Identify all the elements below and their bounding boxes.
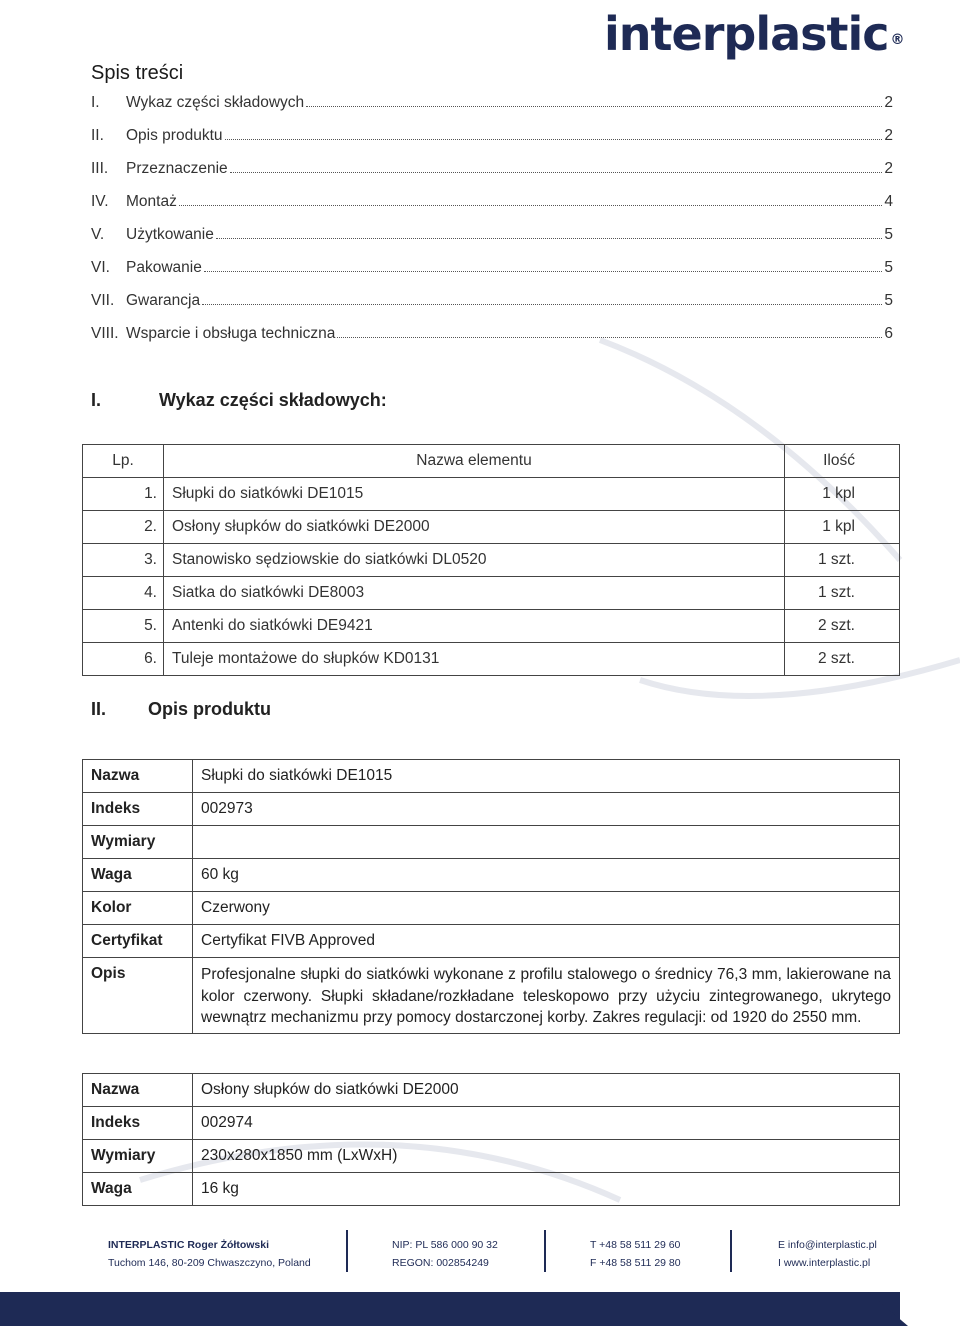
product-color: Czerwony — [193, 892, 900, 925]
field-key: Nazwa — [83, 1074, 193, 1107]
row-qty: 1 kpl — [785, 478, 900, 511]
table-row — [83, 610, 900, 643]
toc-leader — [230, 171, 883, 173]
row-name: Siatka do siatkówki DE8003 — [164, 577, 785, 610]
field-key: Wymiary — [83, 1140, 193, 1173]
row-name: Słupki do siatkówki DE1015 — [164, 478, 785, 511]
toc-number: VI. — [91, 259, 110, 276]
table-row — [83, 478, 900, 511]
product-name: Osłony słupków do siatkówki DE2000 — [193, 1074, 900, 1107]
brand-logo — [604, 8, 904, 60]
product-index: 002974 — [193, 1107, 900, 1140]
table-row — [83, 577, 900, 610]
toc-page: 5 — [884, 292, 893, 309]
toc-label: Montaż — [126, 193, 177, 210]
nip: NIP: PL 586 000 90 32 — [392, 1239, 498, 1251]
toc-item[interactable] — [91, 290, 893, 323]
toc-leader — [179, 204, 883, 206]
footer-band — [0, 1292, 900, 1326]
toc-page: 2 — [884, 127, 893, 144]
field-key: Wymiary — [83, 826, 193, 859]
product-dimensions: 230x280x1850 mm (LxWxH) — [193, 1140, 900, 1173]
toc-item[interactable] — [91, 125, 893, 158]
product-weight: 60 kg — [193, 859, 900, 892]
product-row — [83, 1074, 900, 1107]
toc-label: Pakowanie — [126, 259, 202, 276]
section-1-heading — [91, 390, 387, 411]
toc-leader — [306, 105, 882, 107]
row-lp: 6. — [83, 643, 164, 676]
footer-band-edge — [868, 1292, 908, 1326]
row-lp: 3. — [83, 544, 164, 577]
toc-page: 2 — [884, 94, 893, 111]
product-row — [83, 859, 900, 892]
row-lp: 2. — [83, 511, 164, 544]
row-name: Antenki do siatkówki DE9421 — [164, 610, 785, 643]
toc-item[interactable] — [91, 158, 893, 191]
toc-number: III. — [91, 160, 109, 177]
row-lp: 5. — [83, 610, 164, 643]
toc-label: Wykaz części składowych — [126, 94, 305, 111]
field-key: Opis — [83, 958, 193, 1034]
section-title: Wykaz części składowych: — [159, 390, 387, 410]
toc-leader — [216, 237, 883, 239]
table-row — [83, 643, 900, 676]
toc-label: Wsparcie i obsługa techniczna — [126, 325, 336, 342]
header-qty: Ilość — [785, 445, 900, 478]
product-row — [83, 925, 900, 958]
table-row — [83, 544, 900, 577]
toc-item[interactable] — [91, 224, 893, 257]
toc-page: 2 — [884, 160, 893, 177]
toc-page: 5 — [884, 226, 893, 243]
product-row — [83, 793, 900, 826]
field-key: Waga — [83, 859, 193, 892]
product-name: Słupki do siatkówki DE1015 — [193, 760, 900, 793]
header-lp: Lp. — [83, 445, 164, 478]
field-key: Indeks — [83, 793, 193, 826]
row-qty: 1 szt. — [785, 544, 900, 577]
row-lp: 4. — [83, 577, 164, 610]
toc-number: V. — [91, 226, 105, 243]
footer-company — [108, 1236, 311, 1272]
table-header-row — [83, 445, 900, 478]
footer-registration — [392, 1236, 498, 1272]
toc-number: IV. — [91, 193, 109, 210]
toc-label: Przeznaczenie — [126, 160, 228, 177]
toc-label: Użytkowanie — [126, 226, 214, 243]
toc-number: VIII. — [91, 325, 119, 342]
toc-leader — [225, 138, 883, 140]
row-qty: 1 kpl — [785, 511, 900, 544]
toc-page: 4 — [884, 193, 893, 210]
product-description: Profesjonalne słupki do siatkówki wykonane z profilu stalowego o średnicy 76,3 mm, lakierowane na kolor czerwony. Słupki składane/rozkładane teleskopowo przy użyciu zintegrowanego, ukrytego wewnątrz mechanizmu przy pomocy dostarczonej korby. Zakres regulacji: od 1920 do 2550 mm. — [193, 958, 900, 1034]
toc-label: Gwarancja — [126, 292, 201, 309]
product-2-table — [82, 1073, 900, 1206]
field-key: Indeks — [83, 1107, 193, 1140]
section-2-heading — [91, 699, 271, 720]
toc-item[interactable] — [91, 257, 893, 290]
toc-item[interactable] — [91, 92, 893, 125]
header-name: Nazwa elementu — [164, 445, 785, 478]
row-lp: 1. — [83, 478, 164, 511]
product-index: 002973 — [193, 793, 900, 826]
toc-leader — [337, 336, 882, 338]
toc-leader — [202, 303, 882, 305]
toc-number: VII. — [91, 292, 115, 309]
footer-divider — [544, 1230, 546, 1272]
row-name: Osłony słupków do siatkówki DE2000 — [164, 511, 785, 544]
company-name: INTERPLASTIC Roger Żółtowski — [108, 1239, 270, 1251]
toc-label: Opis produktu — [126, 127, 223, 144]
toc-number: I. — [91, 94, 100, 111]
toc-title: Spis treści — [91, 62, 184, 84]
product-row — [83, 1107, 900, 1140]
product-dimensions — [193, 826, 900, 859]
product-row — [83, 892, 900, 925]
toc-number: II. — [91, 127, 104, 144]
regon: REGON: 002854249 — [392, 1257, 489, 1269]
footer-phones — [590, 1236, 681, 1272]
footer-divider — [730, 1230, 732, 1272]
footer-divider — [346, 1230, 348, 1272]
product-1-table — [82, 759, 900, 1034]
footer-contact — [778, 1236, 877, 1272]
section-number: I. — [91, 390, 102, 410]
company-address: Tuchom 146, 80-209 Chwaszczyno, Poland — [108, 1257, 311, 1269]
fax: F +48 58 511 29 80 — [590, 1257, 681, 1269]
field-key: Certyfikat — [83, 925, 193, 958]
field-key: Kolor — [83, 892, 193, 925]
row-name: Stanowisko sędziowskie do siatkówki DL0520 — [164, 544, 785, 577]
row-qty: 2 szt. — [785, 610, 900, 643]
field-key: Waga — [83, 1173, 193, 1206]
row-qty: 1 szt. — [785, 577, 900, 610]
toc-item[interactable] — [91, 191, 893, 224]
toc-page: 6 — [884, 325, 893, 342]
row-name: Tuleje montażowe do słupków KD0131 — [164, 643, 785, 676]
parts-table — [82, 444, 900, 676]
website-link[interactable]: I www.interplastic.pl — [778, 1257, 871, 1269]
section-number: II. — [91, 699, 107, 719]
email-link[interactable]: E info@interplastic.pl — [778, 1239, 877, 1251]
product-row — [83, 1173, 900, 1206]
table-of-contents — [91, 92, 893, 356]
product-certificate: Certyfikat FIVB Approved — [193, 925, 900, 958]
product-row — [83, 958, 900, 1034]
row-qty: 2 szt. — [785, 643, 900, 676]
product-row — [83, 1140, 900, 1173]
product-weight: 16 kg — [193, 1173, 900, 1206]
product-row — [83, 826, 900, 859]
phone: T +48 58 511 29 60 — [590, 1239, 681, 1251]
product-row — [83, 760, 900, 793]
field-key: Nazwa — [83, 760, 193, 793]
toc-item[interactable] — [91, 323, 893, 356]
table-row — [83, 511, 900, 544]
registered-mark: ® — [890, 32, 904, 48]
toc-leader — [204, 270, 883, 272]
brand-name: interplastic — [604, 7, 889, 61]
section-title: Opis produktu — [148, 699, 271, 719]
toc-page: 5 — [884, 259, 893, 276]
